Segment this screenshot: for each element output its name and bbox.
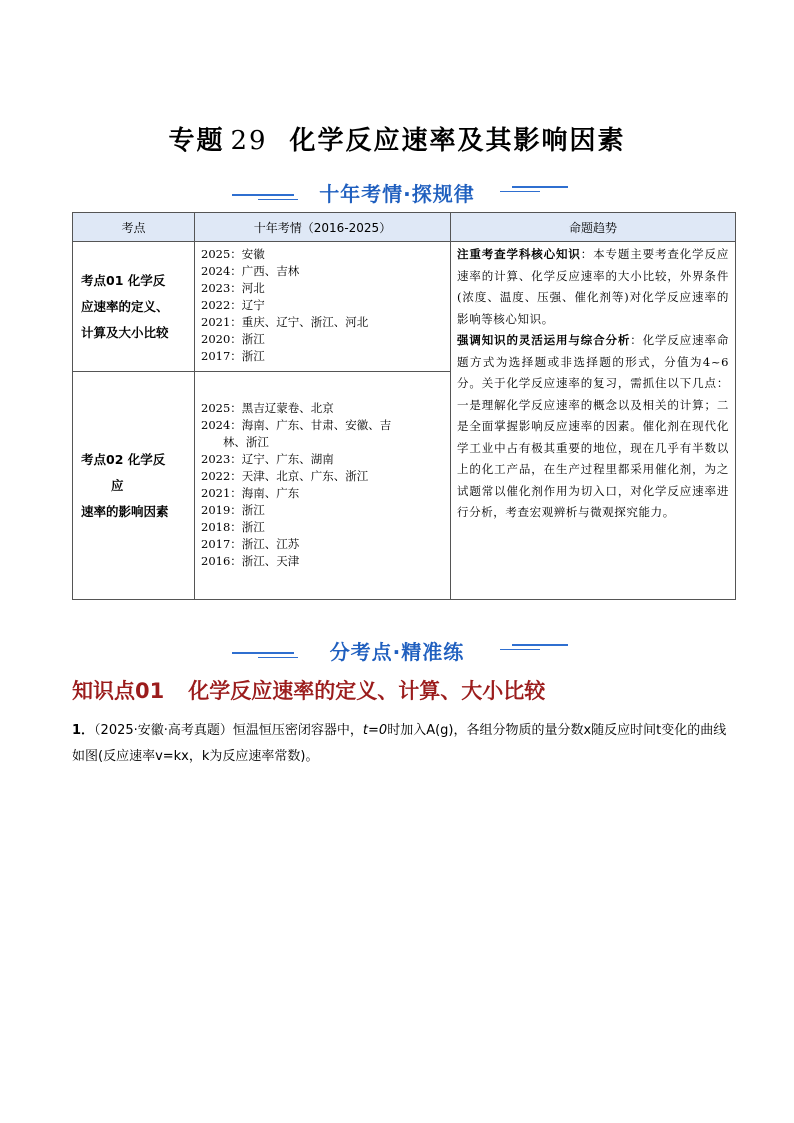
year-entry: 2024：海南、广东、甘肃、安徽、吉 林、浙江 [201, 417, 392, 449]
title-prefix: 专题 [168, 126, 225, 156]
year-entry: 2018：浙江 [201, 519, 265, 534]
trend-paragraph-2 [457, 330, 729, 524]
exam-trend-table [72, 212, 736, 600]
year-entry: 2022：天津、北京、广东、浙江 [201, 468, 369, 483]
point-line: 考点01 化学反 [81, 272, 166, 288]
banner-line-right-thin [500, 191, 540, 192]
banner-line-right [512, 644, 568, 646]
question-source: （2025·安徽·高考真题） [94, 723, 233, 738]
table-row [73, 242, 736, 372]
year-entry: 2019：浙江 [201, 502, 265, 517]
banner-title: 十年考情·探规律 [319, 182, 475, 206]
trend-cell [451, 242, 736, 600]
trend-p1-text: ：本专题主要考查化学反应速率的计算、化学反应速率的大小比较，外界条件(浓度、温度、压强、催化剂等)对化学反应速率的影响等核心知识。 [457, 247, 730, 326]
trend-p1-bold: 注重考查学科核心知识 [457, 247, 581, 261]
point-line: 应 [111, 477, 124, 493]
year-entry: 2025：安徽 [201, 247, 265, 261]
year-entry: 2022：辽宁 [201, 298, 265, 312]
point-cell-1 [73, 242, 195, 372]
years-cell-1 [195, 242, 451, 372]
knowledge-point-text: 化学反应速率的定义、计算、大小比较 [188, 679, 546, 703]
title-text: 化学反应速率及其影响因素 [289, 126, 626, 156]
banner-title: 分考点·精准练 [329, 640, 465, 664]
table-header-row [73, 213, 736, 242]
year-entry: 2023：辽宁、广东、湖南 [201, 451, 334, 466]
point-line: 应速率的定义、 [81, 298, 169, 314]
year-entry: 2021：重庆、辽宁、浙江、河北 [201, 315, 369, 329]
question-t-expr: t=0 [362, 723, 388, 738]
question-text-1: 恒温恒压密闭容器中， [232, 723, 363, 738]
year-entry: 2016：浙江、天津 [201, 553, 300, 568]
section-banner-practice [0, 634, 794, 664]
year-entry: 2021：海南、广东 [201, 485, 300, 500]
trend-paragraph-1 [457, 244, 729, 330]
year-entry: 2024：广西、吉林 [201, 264, 300, 278]
document-title [0, 120, 794, 157]
question-1 [72, 718, 732, 770]
banner-line-right-thin [500, 649, 540, 650]
question-number: 1． [72, 723, 95, 738]
header-trend: 命题趋势 [451, 213, 736, 242]
point-line: 考点02 化学反 [81, 451, 166, 467]
year-entry: 2017：浙江、江苏 [201, 536, 300, 551]
question-text-2: 时加入A(g)，各组分物质的量分数x随反应时间t变化的曲线如图(反应速率v=kx，k为反应速率常数)。 [72, 723, 727, 764]
trend-p2-bold: 强调知识的灵活运用与综合分析 [457, 333, 631, 347]
point-line: 速率的影响因素 [81, 503, 169, 519]
year-entry: 2017：浙江 [201, 349, 265, 363]
title-number: 29 [230, 126, 268, 156]
knowledge-point-label: 知识点01 [72, 679, 165, 703]
point-cell-2 [73, 372, 195, 600]
section-banner-trends [0, 176, 794, 206]
trend-p2-text: ：化学反应速率命题方式为选择题或非选择题的形式，分值为4~6分。关于化学反应速率的复习，需抓住以下几点：一是理解化学反应速率的概念以及相关的计算；二是全面掌握影响反应速率的因素。催化剂在现代化学工业中占有极其重要的地位，现在几乎有半数以上的化工产品，在生产过程里都采用催化剂，为之试题常以催化剂作用为切入口，对化学反应速率进行分析，考查宏观辨析与微观探究能力。 [457, 333, 729, 519]
header-point: 考点 [73, 213, 195, 242]
year-entry: 2020：浙江 [201, 332, 265, 346]
point-line: 计算及大小比较 [81, 324, 169, 340]
year-entry: 2023：河北 [201, 281, 265, 295]
year-entry: 2025：黑吉辽蒙卷、北京 [201, 400, 334, 415]
header-years: 十年考情（2016-2025） [195, 213, 451, 242]
banner-line-right [512, 186, 568, 188]
knowledge-point-heading [72, 675, 545, 705]
years-cell-2 [195, 372, 451, 600]
